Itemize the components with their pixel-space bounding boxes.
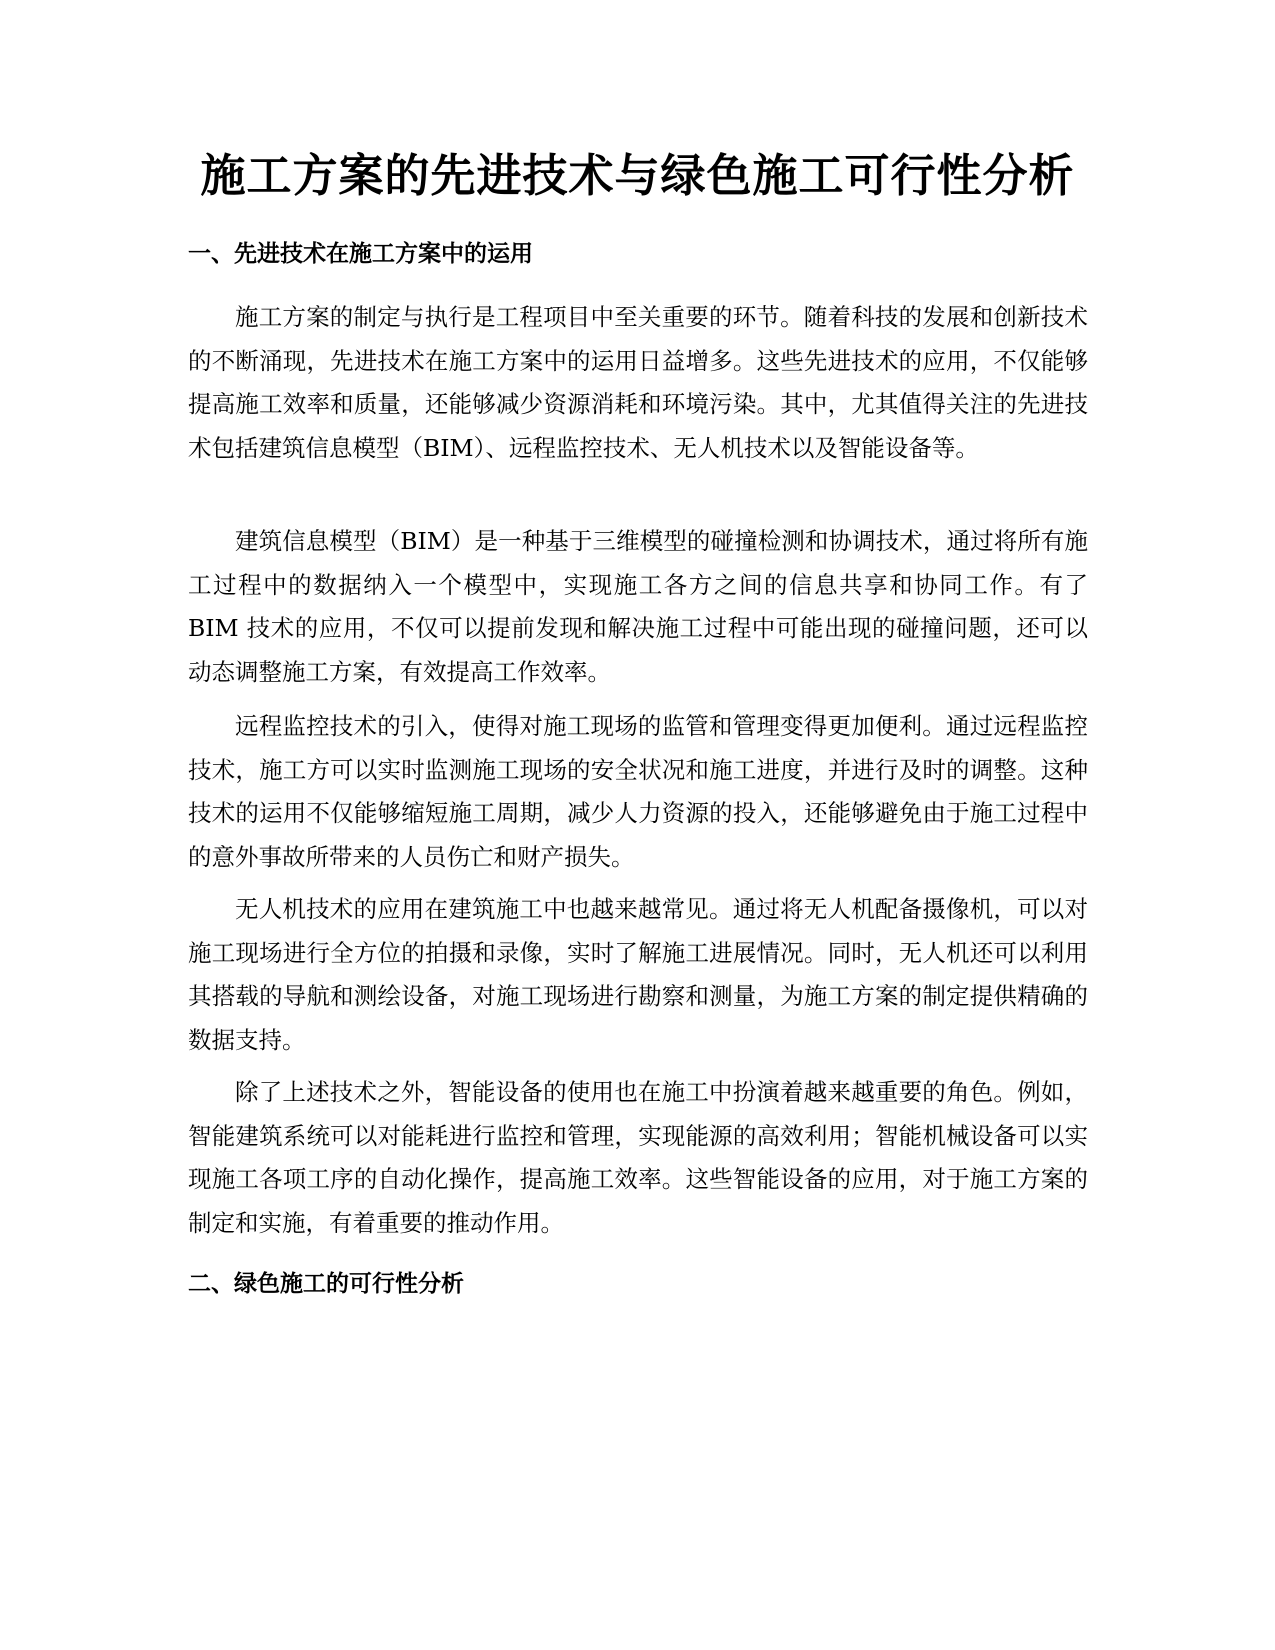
- paragraph-3: 远程监控技术的引入，使得对施工现场的监管和管理变得更加便利。通过远程监控技术，施工方可以实时监测施工现场的安全状况和施工进度，并进行及时的调整。这种技术的运用不仅能够缩短施工周期，减少人力资源的投入，还能够避免由于施工过程中的意外事故所带来的人员伤亡和财产损失。: [188, 712, 1088, 871]
- document-title: 施工方案的先进技术与绿色施工可行性分析: [200, 149, 1075, 202]
- paragraph-2: 建筑信息模型（BIM）是一种基于三维模型的碰撞检测和协调技术，通过将所有施工过程中的数据纳入一个模型中，实现施工各方之间的信息共享和协同工作。有了 BIM 技术的应用，不仅可以提前发现和解决施工过程中可能出现的碰撞问题，还可以动态调整施工方案，有效提高工作效率。: [188, 527, 1088, 686]
- section-heading-2: 二、绿色施工的可行性分析: [188, 1271, 464, 1297]
- paragraph-5: 除了上述技术之外，智能设备的使用也在施工中扮演着越来越重要的角色。例如，智能建筑系统可以对能耗进行监控和管理，实现能源的高效利用；智能机械设备可以实现施工各项工序的自动化操作，提高施工效率。这些智能设备的应用，对于施工方案的制定和实施，有着重要的推动作用。: [188, 1078, 1088, 1237]
- paragraph-4: 无人机技术的应用在建筑施工中也越来越常见。通过将无人机配备摄像机，可以对施工现场进行全方位的拍摄和录像，实时了解施工进展情况。同时，无人机还可以利用其搭载的导航和测绘设备，对施工现场进行勘察和测量，为施工方案的制定提供精确的数据支持。: [188, 895, 1088, 1054]
- section-heading-1: 一、先进技术在施工方案中的运用: [188, 241, 533, 267]
- paragraph-1: 施工方案的制定与执行是工程项目中至关重要的环节。随着科技的发展和创新技术的不断涌现，先进技术在施工方案中的运用日益增多。这些先进技术的应用，不仅能够提高施工效率和质量，还能够减少资源消耗和环境污染。其中，尤其值得关注的先进技术包括建筑信息模型（BIM）、远程监控技术、无人机技术以及智能设备等。: [188, 303, 1088, 462]
